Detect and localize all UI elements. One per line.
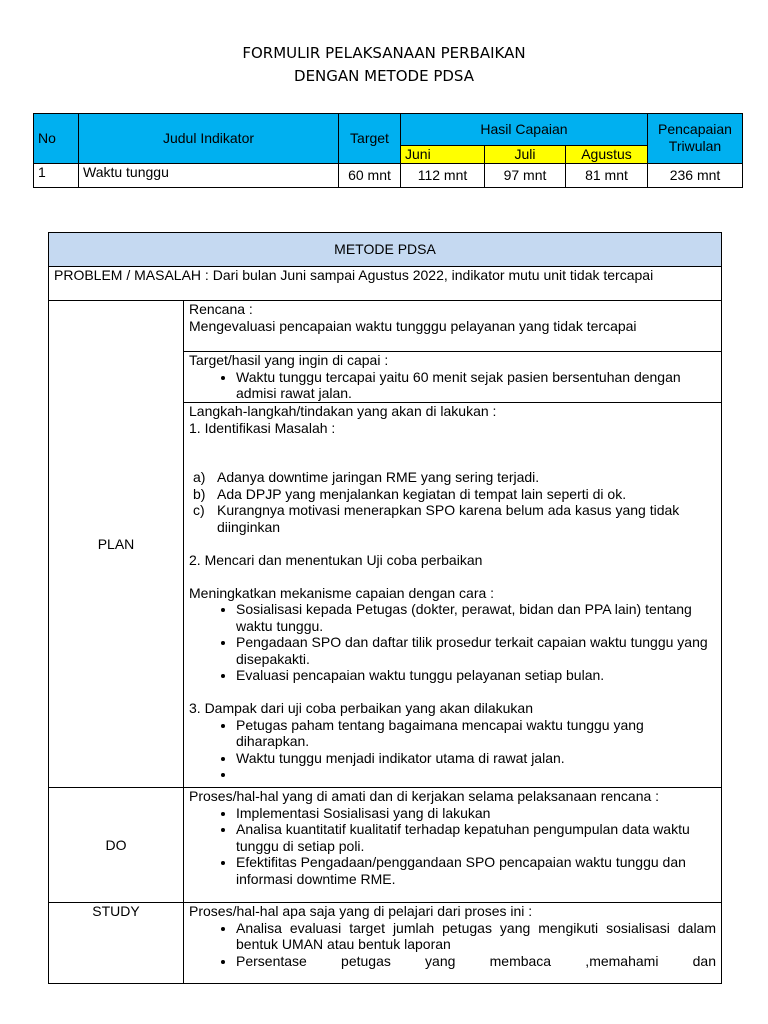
row-target: 60 mnt	[339, 163, 401, 187]
langkah-title: Langkah-langkah/tindakan yang akan di lakukan :	[189, 403, 497, 419]
header-pencapaian-triwulan: Pencapaian Triwulan	[648, 114, 743, 164]
list-item: • Analisa evaluasi target jumlah petugas yang mengikuti sosialisasi dalam bentuk UMAN atau bentuk laporan	[236, 920, 716, 953]
pdsa-header: METODE PDSA	[49, 233, 722, 267]
do-cell	[184, 788, 722, 903]
step-2-heading: 2. Mencari dan menentukan Uji coba perbaikan	[189, 551, 483, 568]
rencana-title: Rencana :	[189, 301, 253, 317]
target-cell	[184, 352, 722, 403]
list-item: • Waktu tunggu tercapai yaitu 60 menit sejak pasien bersentuhan dengan admisi rawat jalan.	[236, 369, 716, 402]
list-item: • Petugas paham tentang bagaimana mencapai waktu tunggu yang diharapkan.	[236, 717, 716, 750]
list-item: • Pengadaan SPO dan daftar tilik prosedur terkait capaian waktu tunggu yang disepakakti.	[236, 634, 716, 667]
list-item: • Waktu tunggu menjadi indikator utama di rawat jalan.	[236, 750, 716, 767]
indicator-table	[33, 113, 743, 188]
header-month-juni: Juni	[401, 146, 485, 164]
header-target: Target	[339, 114, 401, 164]
plan-label: PLAN	[49, 301, 184, 788]
row-no: 1	[34, 163, 79, 187]
form-title-line-2: DENGAN METODE PDSA	[294, 67, 474, 85]
list-item: • Efektifitas Pengadaan/penggandaan SPO pencapaian waktu tunggu dan informasi downtime RME.	[236, 854, 716, 887]
langkah-cell	[184, 403, 722, 788]
header-month-juli: Juli	[485, 146, 566, 164]
table-row	[34, 163, 743, 187]
dampak-list	[189, 717, 716, 783]
list-item: b) Ada DPJP yang menjalankan kegiatan di tempat lain seperti di ok.	[193, 485, 627, 502]
study-label: STUDY	[49, 903, 184, 984]
form-title-line-1: FORMULIR PELAKSANAAN PERBAIKAN	[242, 44, 526, 62]
study-cell	[184, 903, 722, 984]
list-item: • Evaluasi pencapaian waktu tunggu pelayanan setiap bulan.	[236, 667, 716, 684]
list-item	[236, 766, 716, 783]
step-1-heading: 1. Identifikasi Masalah :	[189, 419, 336, 436]
problem-list	[189, 469, 716, 535]
list-item: c) Kurangnya motivasi menerapkan SPO karena belum ada kasus yang tidak diinginkan	[193, 502, 680, 535]
mekanisme-list	[189, 601, 716, 684]
do-list	[189, 805, 716, 888]
pdsa-table	[48, 232, 722, 984]
header-month-agustus: Agustus	[566, 146, 648, 164]
list-item: a) Adanya downtime jaringan RME yang sering terjadi.	[193, 469, 540, 485]
mekanisme-title: Meningkatkan mekanisme capaian dengan cara :	[189, 584, 495, 601]
header-no: No	[34, 114, 79, 164]
rencana-cell	[184, 301, 722, 352]
header-judul-indikator: Judul Indikator	[79, 114, 339, 164]
rencana-text: Mengevaluasi pencapaian waktu tungggu pelayanan yang tidak tercapai	[189, 317, 637, 334]
header-hasil-capaian: Hasil Capaian	[401, 114, 648, 146]
problem-statement: PROBLEM / MASALAH : Dari bulan Juni sampai Agustus 2022, indikator mutu unit tidak tercapai	[49, 267, 722, 301]
step-3-heading: 3. Dampak dari uji coba perbaikan yang akan dilakukan	[189, 700, 533, 716]
row-juni: 112 mnt	[401, 163, 485, 187]
target-title: Target/hasil yang ingin di capai :	[189, 352, 389, 368]
list-item: • Sosialisasi kepada Petugas (dokter, perawat, bidan dan PPA lain) tentang waktu tunggu.	[236, 601, 716, 634]
study-title: Proses/hal-hal apa saja yang di pelajari dari proses ini :	[189, 903, 533, 919]
do-label: DO	[49, 788, 184, 903]
row-juli: 97 mnt	[485, 163, 566, 187]
study-list	[189, 920, 716, 970]
list-item: • Implementasi Sosialisasi yang di lakukan	[236, 805, 716, 822]
row-agustus: 81 mnt	[566, 163, 648, 187]
do-title: Proses/hal-hal yang di amati dan di kerjakan selama pelaksanaan rencana :	[189, 788, 660, 804]
list-item: • Analisa kuantitatif kualitatif terhadap kepatuhan pengumpulan data waktu tunggu di setiap poli.	[236, 821, 716, 854]
list-item: • Persentase petugas yang membaca ,memahami dan	[236, 953, 716, 970]
row-judul: Waktu tunggu	[79, 163, 339, 187]
row-triwulan: 236 mnt	[648, 163, 743, 187]
